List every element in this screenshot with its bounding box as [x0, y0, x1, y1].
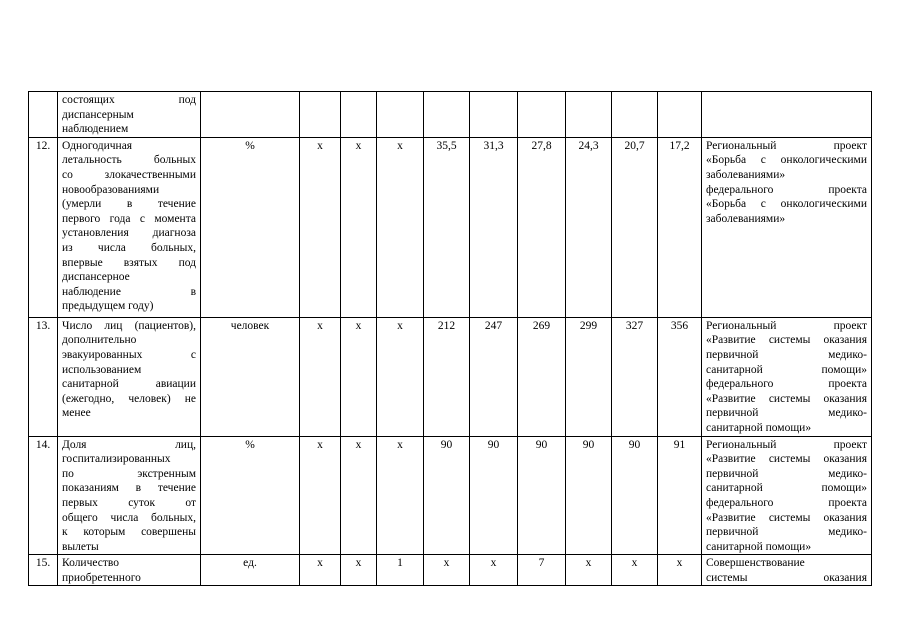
- value-cell: x: [377, 317, 424, 436]
- indicator-name-line: наблюдение в: [62, 285, 196, 298]
- project-line: санитарной помощи»: [706, 363, 867, 376]
- value-cell: 91: [658, 436, 702, 555]
- indicator-name-line: общего числа больных,: [62, 511, 196, 524]
- table-row: [29, 137, 872, 317]
- value-cell: x: [377, 137, 424, 317]
- value-cell: x: [300, 317, 341, 436]
- value-cell: x: [341, 317, 377, 436]
- indicator-name-line: по экстренным: [62, 467, 196, 480]
- indicator-name: [58, 436, 201, 555]
- project-cell: [702, 92, 872, 138]
- indicator-name: [58, 92, 201, 138]
- project-line: федерального проекта: [706, 496, 867, 509]
- value-cell: 269: [518, 317, 566, 436]
- project-line: федерального проекта: [706, 378, 867, 391]
- value-cell: [470, 92, 518, 138]
- value-cell: 247: [470, 317, 518, 436]
- value-cell: x: [424, 555, 470, 586]
- value-cell: [300, 92, 341, 138]
- row-number: 13.: [29, 317, 58, 436]
- project-line: «Борьба с онкологическими: [706, 198, 867, 211]
- indicator-name-line: менее: [62, 407, 91, 420]
- value-cell: [518, 92, 566, 138]
- value-cell: 17,2: [658, 137, 702, 317]
- value-cell: 356: [658, 317, 702, 436]
- project-cell: [702, 137, 872, 317]
- project-line: Региональный проект: [706, 319, 867, 332]
- value-cell: 90: [470, 436, 518, 555]
- value-cell: 212: [424, 317, 470, 436]
- indicator-name-line: госпитализированных: [62, 453, 171, 466]
- value-cell: x: [300, 137, 341, 317]
- unit-cell: человек: [201, 317, 300, 436]
- indicator-name-line: состоящих под: [62, 94, 196, 106]
- project-line: санитарной помощи»: [706, 482, 867, 495]
- indicator-name-line: вылеты: [62, 540, 99, 553]
- project-line: Региональный проект: [706, 438, 867, 451]
- value-cell: 7: [518, 555, 566, 586]
- value-cell: 90: [612, 436, 658, 555]
- value-cell: 31,3: [470, 137, 518, 317]
- indicator-name-line: летальность больных: [62, 154, 196, 167]
- project-line: первичной медико-: [706, 407, 867, 420]
- indicator-name-line: впервые взятых под: [62, 256, 196, 269]
- indicator-name-line: предыдущем году): [62, 300, 154, 313]
- project-line: санитарной помощи»: [706, 540, 812, 553]
- value-cell: [377, 92, 424, 138]
- value-cell: [566, 92, 612, 138]
- value-cell: x: [377, 436, 424, 555]
- row-number: 15.: [29, 555, 58, 586]
- indicator-name-line: из числа больных,: [62, 241, 196, 254]
- project-line: заболеваниями»: [706, 168, 786, 181]
- unit-cell: %: [201, 436, 300, 555]
- project-line: «Борьба с онкологическими: [706, 154, 867, 167]
- indicators-table: [28, 91, 872, 586]
- indicator-name-line: первого года с момента: [62, 212, 196, 225]
- indicator-name: [58, 137, 201, 317]
- project-line: первичной медико-: [706, 526, 867, 539]
- value-cell: x: [341, 436, 377, 555]
- table-body: [29, 92, 872, 586]
- row-number: [29, 92, 58, 138]
- table-row: [29, 317, 872, 436]
- indicator-name-line: Число лиц (пациентов),: [62, 319, 196, 332]
- value-cell: x: [341, 555, 377, 586]
- indicator-name-line: наблюдением: [62, 123, 129, 136]
- project-line: «Развитие системы оказания: [706, 453, 867, 466]
- indicator-name-line: приобретенного: [62, 571, 141, 584]
- unit-cell: ед.: [201, 555, 300, 586]
- value-cell: 90: [566, 436, 612, 555]
- project-line: системы оказания: [706, 571, 867, 584]
- project-cell: [702, 436, 872, 555]
- project-line: «Развитие системы оказания: [706, 334, 867, 347]
- indicator-name-line: со злокачественными: [62, 168, 196, 181]
- value-cell: 27,8: [518, 137, 566, 317]
- value-cell: x: [612, 555, 658, 586]
- project-line: санитарной помощи»: [706, 421, 812, 434]
- indicator-name-line: Одногодичная: [62, 139, 133, 152]
- row-number: 14.: [29, 436, 58, 555]
- table-row: [29, 555, 872, 586]
- indicator-name-line: новообразованиями: [62, 183, 160, 196]
- project-line: Региональный проект: [706, 139, 867, 152]
- project-line: федерального проекта: [706, 183, 867, 196]
- indicator-name-line: санитарной авиации: [62, 378, 196, 391]
- table-row: [29, 436, 872, 555]
- unit-cell: %: [201, 137, 300, 317]
- value-cell: 90: [518, 436, 566, 555]
- indicator-name-line: установления диагноза: [62, 227, 196, 240]
- unit-cell: [201, 92, 300, 138]
- value-cell: 1: [377, 555, 424, 586]
- value-cell: 327: [612, 317, 658, 436]
- indicator-name-line: диспансерным: [62, 108, 134, 121]
- value-cell: [341, 92, 377, 138]
- indicator-name-line: дополнительно: [62, 334, 137, 347]
- value-cell: 299: [566, 317, 612, 436]
- project-line: «Развитие системы оказания: [706, 511, 867, 524]
- project-line: первичной медико-: [706, 348, 867, 361]
- indicator-name-line: (умерли в течение: [62, 198, 196, 211]
- project-line: Совершенствование: [706, 557, 805, 570]
- project-cell: [702, 555, 872, 586]
- value-cell: x: [300, 436, 341, 555]
- indicator-name-line: показаниям в течение: [62, 482, 196, 495]
- value-cell: x: [341, 137, 377, 317]
- value-cell: [658, 92, 702, 138]
- value-cell: x: [566, 555, 612, 586]
- value-cell: x: [470, 555, 518, 586]
- value-cell: 90: [424, 436, 470, 555]
- value-cell: 35,5: [424, 137, 470, 317]
- value-cell: [612, 92, 658, 138]
- indicator-name-line: Доля лиц,: [62, 438, 196, 451]
- indicator-name-line: (ежегодно, человек) не: [62, 392, 196, 405]
- project-line: первичной медико-: [706, 467, 867, 480]
- indicator-name-line: Количество: [62, 557, 119, 570]
- value-cell: 24,3: [566, 137, 612, 317]
- indicator-name: [58, 555, 201, 586]
- indicator-name-line: использованием: [62, 363, 142, 376]
- project-line: заболеваниями»: [706, 212, 786, 225]
- value-cell: x: [658, 555, 702, 586]
- project-line: «Развитие системы оказания: [706, 392, 867, 405]
- table-row: [29, 92, 872, 138]
- indicator-name-line: эвакуированных с: [62, 348, 196, 361]
- indicator-name-line: первых суток от: [62, 496, 196, 509]
- value-cell: x: [300, 555, 341, 586]
- project-cell: [702, 317, 872, 436]
- value-cell: 20,7: [612, 137, 658, 317]
- indicator-name-line: к которым совершены: [62, 526, 196, 539]
- indicator-name: [58, 317, 201, 436]
- row-number: 12.: [29, 137, 58, 317]
- indicator-name-line: диспансерное: [62, 271, 130, 284]
- value-cell: [424, 92, 470, 138]
